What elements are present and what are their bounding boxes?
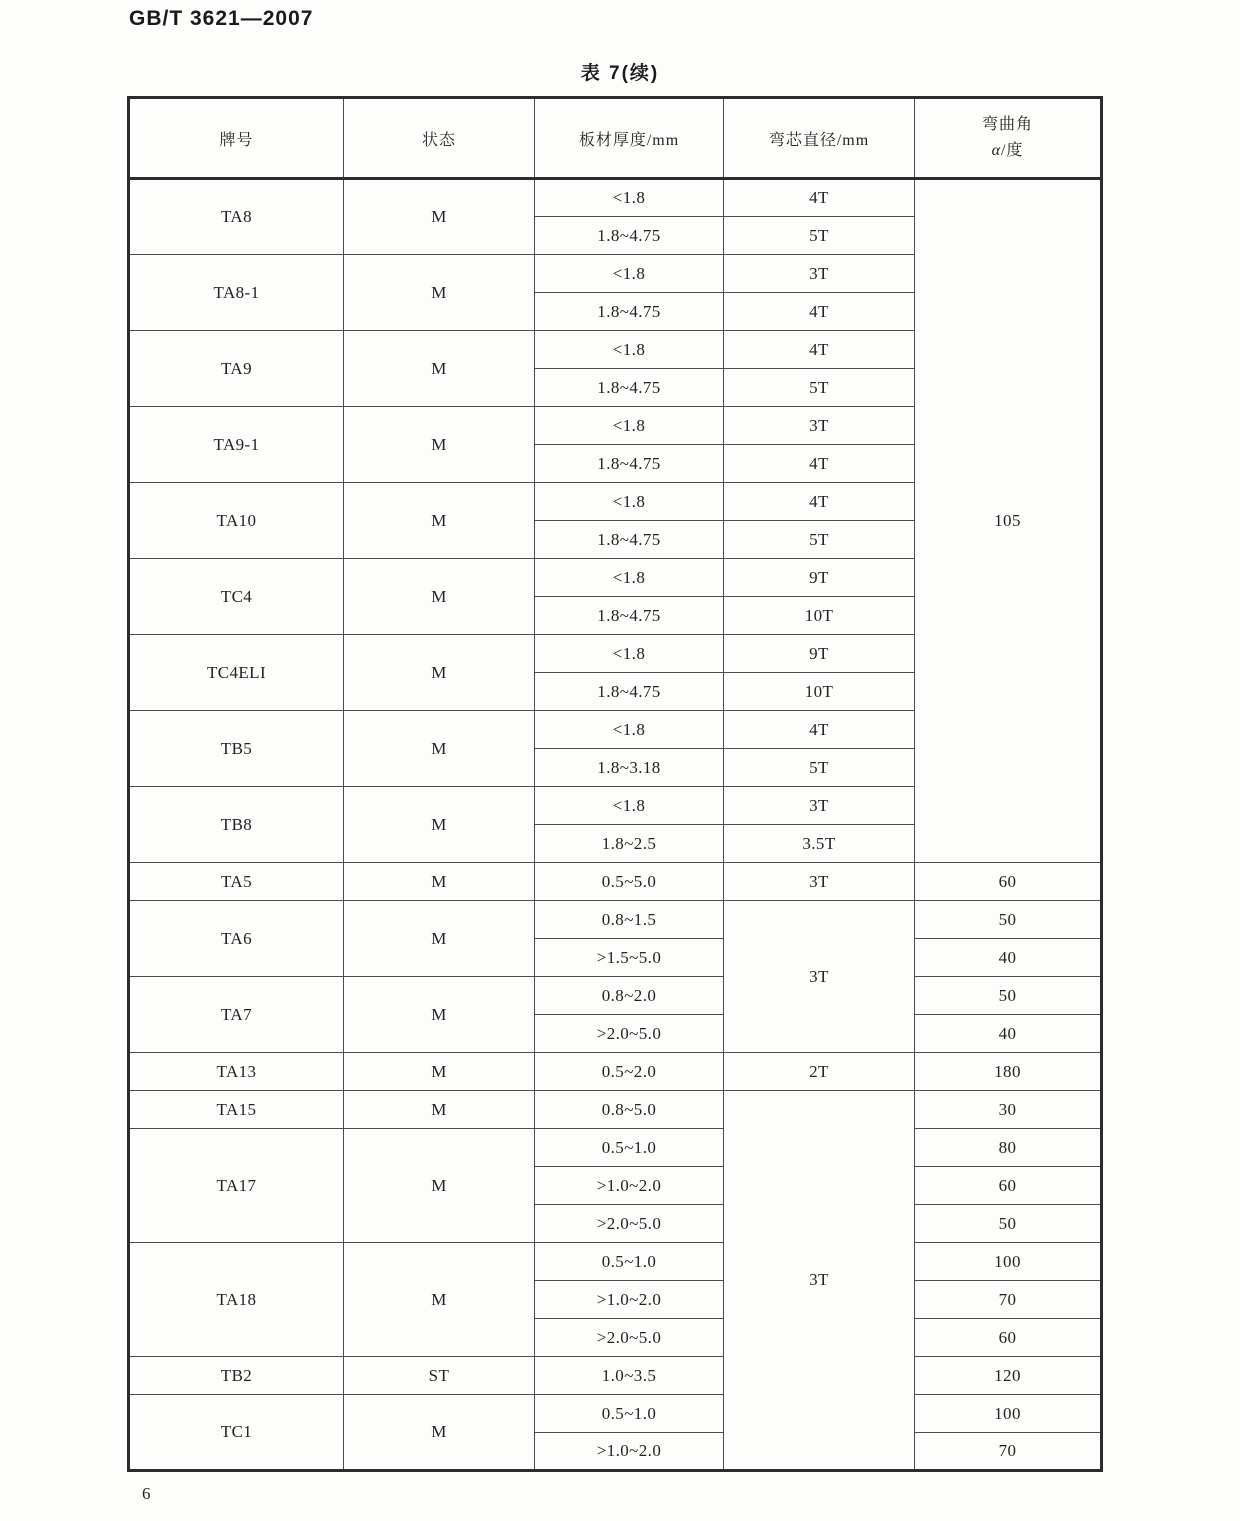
grade-cell: TA15 bbox=[129, 1091, 344, 1129]
condition-cell: M bbox=[344, 1243, 535, 1357]
condition-cell: M bbox=[344, 559, 535, 635]
condition-cell: M bbox=[344, 1395, 535, 1471]
bend-core-cell: 3T bbox=[724, 1091, 915, 1471]
thickness-cell: <1.8 bbox=[535, 559, 724, 597]
bend-angle-cell: 40 bbox=[915, 1015, 1102, 1053]
grade-cell: TA9-1 bbox=[129, 407, 344, 483]
condition-cell: M bbox=[344, 635, 535, 711]
col-header-grade: 牌号 bbox=[129, 98, 344, 179]
thickness-cell: >1.0~2.0 bbox=[535, 1281, 724, 1319]
table-row bbox=[129, 1053, 1102, 1091]
grade-cell: TA6 bbox=[129, 901, 344, 977]
table-row bbox=[129, 1129, 1102, 1167]
bend-angle-cell: 70 bbox=[915, 1433, 1102, 1471]
thickness-cell: <1.8 bbox=[535, 331, 724, 369]
bend-core-cell: 9T bbox=[724, 559, 915, 597]
col-header-bend-angle bbox=[915, 98, 1102, 179]
table-row bbox=[129, 179, 1102, 217]
condition-cell: M bbox=[344, 1091, 535, 1129]
thickness-cell: 1.8~4.75 bbox=[535, 673, 724, 711]
thickness-cell: 1.8~2.5 bbox=[535, 825, 724, 863]
table-row bbox=[129, 1243, 1102, 1281]
table-row bbox=[129, 977, 1102, 1015]
standard-code: GB/T 3621—2007 bbox=[129, 7, 314, 30]
thickness-cell: <1.8 bbox=[535, 255, 724, 293]
table-row bbox=[129, 863, 1102, 901]
thickness-cell: 0.5~1.0 bbox=[535, 1395, 724, 1433]
grade-cell: TC4ELI bbox=[129, 635, 344, 711]
grade-cell: TA13 bbox=[129, 1053, 344, 1091]
page-number: 6 bbox=[142, 1484, 151, 1503]
bend-angle-cell: 50 bbox=[915, 901, 1102, 939]
thickness-cell: 0.8~1.5 bbox=[535, 901, 724, 939]
grade-cell: TA8-1 bbox=[129, 255, 344, 331]
bend-core-cell: 5T bbox=[724, 369, 915, 407]
bend-angle-label: 弯曲角 bbox=[981, 116, 1033, 133]
thickness-cell: >2.0~5.0 bbox=[535, 1015, 724, 1053]
angle-unit: /度 bbox=[1000, 142, 1024, 159]
bend-core-cell: 3T bbox=[724, 255, 915, 293]
col-header-bend-core-diameter: 弯芯直径/mm bbox=[724, 98, 915, 179]
bend-angle-cell: 70 bbox=[915, 1281, 1102, 1319]
bend-angle-cell: 60 bbox=[915, 1167, 1102, 1205]
thickness-cell: <1.8 bbox=[535, 407, 724, 445]
grade-cell: TA9 bbox=[129, 331, 344, 407]
bend-core-cell: 4T bbox=[724, 711, 915, 749]
bend-core-cell: 5T bbox=[724, 217, 915, 255]
bend-angle-cell: 30 bbox=[915, 1091, 1102, 1129]
condition-cell: M bbox=[344, 331, 535, 407]
bend-angle-cell: 80 bbox=[915, 1129, 1102, 1167]
table-row bbox=[129, 1357, 1102, 1395]
bend-angle-cell: 105 bbox=[915, 179, 1102, 863]
bend-angle-cell: 50 bbox=[915, 1205, 1102, 1243]
condition-cell: M bbox=[344, 977, 535, 1053]
table-container bbox=[127, 96, 1103, 1472]
alpha-symbol: α bbox=[991, 142, 1001, 159]
grade-cell: TA7 bbox=[129, 977, 344, 1053]
thickness-cell: 1.8~4.75 bbox=[535, 217, 724, 255]
thickness-cell: 1.8~4.75 bbox=[535, 521, 724, 559]
thickness-cell: <1.8 bbox=[535, 711, 724, 749]
condition-cell: M bbox=[344, 901, 535, 977]
thickness-cell: 0.8~5.0 bbox=[535, 1091, 724, 1129]
bend-angle-cell: 100 bbox=[915, 1395, 1102, 1433]
thickness-cell: <1.8 bbox=[535, 483, 724, 521]
thickness-cell: 1.8~4.75 bbox=[535, 597, 724, 635]
table-body bbox=[129, 179, 1102, 1471]
bend-angle-cell: 60 bbox=[915, 863, 1102, 901]
thickness-cell: 0.8~2.0 bbox=[535, 977, 724, 1015]
condition-cell: M bbox=[344, 787, 535, 863]
grade-cell: TC4 bbox=[129, 559, 344, 635]
bend-test-table bbox=[127, 96, 1103, 1472]
bend-angle-cell: 180 bbox=[915, 1053, 1102, 1091]
condition-cell: M bbox=[344, 711, 535, 787]
bend-core-cell: 4T bbox=[724, 179, 915, 217]
bend-core-cell: 2T bbox=[724, 1053, 915, 1091]
bend-angle-cell: 100 bbox=[915, 1243, 1102, 1281]
grade-cell: TC1 bbox=[129, 1395, 344, 1471]
bend-core-cell: 3T bbox=[724, 787, 915, 825]
condition-cell: M bbox=[344, 255, 535, 331]
col-header-thickness: 板材厚度/mm bbox=[535, 98, 724, 179]
condition-cell: M bbox=[344, 1053, 535, 1091]
grade-cell: TA18 bbox=[129, 1243, 344, 1357]
condition-cell: M bbox=[344, 1129, 535, 1243]
bend-angle-unit-line bbox=[915, 138, 1100, 164]
bend-core-cell: 4T bbox=[724, 483, 915, 521]
thickness-cell: 0.5~2.0 bbox=[535, 1053, 724, 1091]
condition-cell: M bbox=[344, 179, 535, 255]
thickness-cell: 1.8~4.75 bbox=[535, 369, 724, 407]
thickness-cell: 0.5~5.0 bbox=[535, 863, 724, 901]
thickness-cell: 1.8~3.18 bbox=[535, 749, 724, 787]
condition-cell: M bbox=[344, 407, 535, 483]
table-header bbox=[129, 98, 1102, 179]
condition-cell: ST bbox=[344, 1357, 535, 1395]
bend-core-cell: 3T bbox=[724, 407, 915, 445]
thickness-cell: >1.0~2.0 bbox=[535, 1433, 724, 1471]
thickness-cell: 0.5~1.0 bbox=[535, 1129, 724, 1167]
table-row bbox=[129, 901, 1102, 939]
thickness-cell: >2.0~5.0 bbox=[535, 1319, 724, 1357]
thickness-cell: >1.0~2.0 bbox=[535, 1167, 724, 1205]
thickness-cell: 0.5~1.0 bbox=[535, 1243, 724, 1281]
table-row bbox=[129, 1395, 1102, 1433]
col-header-condition: 状态 bbox=[344, 98, 535, 179]
grade-cell: TA5 bbox=[129, 863, 344, 901]
bend-core-cell: 4T bbox=[724, 445, 915, 483]
bend-angle-cell: 120 bbox=[915, 1357, 1102, 1395]
bend-angle-cell: 40 bbox=[915, 939, 1102, 977]
bend-core-cell: 10T bbox=[724, 673, 915, 711]
grade-cell: TA10 bbox=[129, 483, 344, 559]
bend-core-cell: 4T bbox=[724, 293, 915, 331]
bend-core-cell: 5T bbox=[724, 521, 915, 559]
thickness-cell: <1.8 bbox=[535, 179, 724, 217]
grade-cell: TB5 bbox=[129, 711, 344, 787]
thickness-cell: >2.0~5.0 bbox=[535, 1205, 724, 1243]
bend-core-cell: 3T bbox=[724, 901, 915, 1053]
thickness-cell: <1.8 bbox=[535, 787, 724, 825]
thickness-cell: 1.8~4.75 bbox=[535, 293, 724, 331]
bend-angle-cell: 60 bbox=[915, 1319, 1102, 1357]
condition-cell: M bbox=[344, 863, 535, 901]
bend-core-cell: 5T bbox=[724, 749, 915, 787]
bend-core-cell: 3T bbox=[724, 863, 915, 901]
header-row bbox=[129, 98, 1102, 179]
grade-cell: TA17 bbox=[129, 1129, 344, 1243]
table-title: 表 7(续) bbox=[580, 63, 660, 84]
thickness-cell: 1.0~3.5 bbox=[535, 1357, 724, 1395]
bend-core-cell: 9T bbox=[724, 635, 915, 673]
bend-core-cell: 4T bbox=[724, 331, 915, 369]
grade-cell: TB2 bbox=[129, 1357, 344, 1395]
grade-cell: TA8 bbox=[129, 179, 344, 255]
thickness-cell: <1.8 bbox=[535, 635, 724, 673]
condition-cell: M bbox=[344, 483, 535, 559]
thickness-cell: 1.8~4.75 bbox=[535, 445, 724, 483]
table-row bbox=[129, 1091, 1102, 1129]
bend-angle-cell: 50 bbox=[915, 977, 1102, 1015]
grade-cell: TB8 bbox=[129, 787, 344, 863]
bend-core-cell: 3.5T bbox=[724, 825, 915, 863]
bend-core-cell: 10T bbox=[724, 597, 915, 635]
thickness-cell: >1.5~5.0 bbox=[535, 939, 724, 977]
